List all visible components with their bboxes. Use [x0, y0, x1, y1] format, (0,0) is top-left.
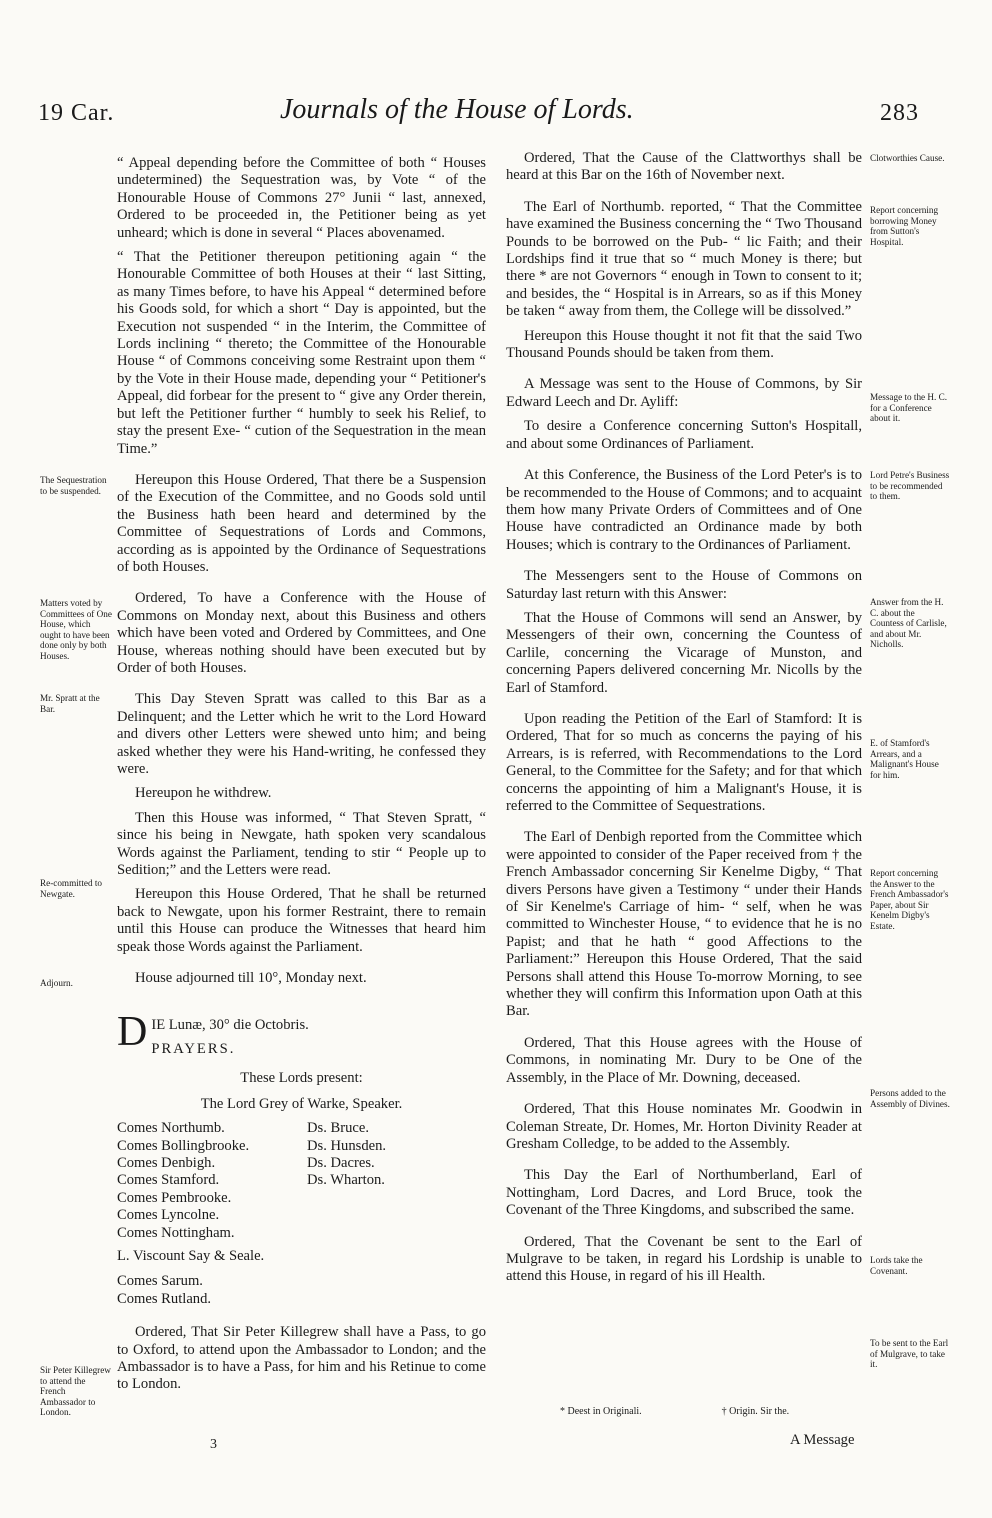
paragraph: The Messengers sent to the House of Commons on Saturday last return with this Answer:	[506, 568, 862, 602]
paragraph: Ordered, That the Covenant be sent to the Earl of Mulgrave to be taken, in regard his Lordship is unable to attend this House, in regard of his ill Health.	[506, 1233, 862, 1285]
margin-note: Report concerning borrowing Money from Sutton's Hospital.	[870, 205, 939, 247]
margin-note: Clotworthies Cause.	[870, 153, 945, 163]
paragraph: Hereupon this House Ordered, That he shall be returned back to Newgate, upon his former Restraint, there to remain until this House can produce the Witnesses that heard him speak those Words against the Parliament.	[117, 886, 486, 955]
regnal-year: 19 Car.	[38, 100, 115, 126]
date-line: IE Lunæ, 30° die Octobris.	[151, 1017, 309, 1034]
prayers: PRAYERS.	[151, 1040, 236, 1057]
paragraph: At this Conference, the Business of the Lord Peter's is to be recommended to the House of Commons; and to acquaint them how many Private Orders of Committees and of One House have contradicted an Ordinance made by both Houses; which is contrary to the Ordinances of Parliament.	[506, 467, 862, 553]
paragraph: Ordered, That this House agrees with the House of Commons, in nominating Mr. Dury to be One of the Assembly, in the Place of Mr. Downing, deceased.	[506, 1034, 862, 1086]
margin-note: Sir Peter Killegrew to attend the French Ambassador to London.	[40, 1365, 111, 1418]
paragraph: “ Appeal depending before the Committee of both “ Houses undetermined) the Sequestration was, by Vote “ of the Honourable House of Commons 27° Junii “ last, annexed, Ordered to be proceeded in, the Petitioner being as yet unheard; which is done in several “ Places abovenamed.	[117, 155, 486, 241]
paragraph: A Message was sent to the House of Commons, by Sir Edward Leech and Dr. Ayliff:	[506, 376, 862, 410]
paragraph: Ordered, That this House nominates Mr. Goodwin in Coleman Streate, Dr. Homes, Mr. Horton Divinity Reader at Gresham Colledge, to be added to the Assembly.	[506, 1101, 862, 1152]
paragraph: House adjourned till 10°, Monday next.	[135, 970, 367, 987]
lord-entry: Comes Denbigh.	[117, 1154, 216, 1171]
paragraph: The Earl of Northumb. reported, “ That the Committee have examined the Business concerning the “ Two Thousand Pounds to be borrowed on the Pub- “ lic Faith; and their Lordships find it true that so “ much Money is there; but there * are not Governors “ enough in Town to consent to it; and besides, the “ Hospital is in Arrears, so as if this Money be taken “ away from them, the College will be dissolved.”	[506, 198, 862, 320]
margin-note: Re-committed to Newgate.	[40, 878, 103, 899]
margin-note: Persons added to the Assembly of Divines.	[870, 1088, 950, 1109]
lords-col-barons	[307, 1120, 477, 1242]
paragraph: Ordered, That the Cause of the Clattworthys shall be heard at this Bar on the 16th of November next.	[506, 150, 862, 184]
signature-mark: 3	[210, 1437, 217, 1452]
paragraph: This Day Steven Spratt was called to this Bar as a Delinquent; and the Letter which he writ to the Lord Howard and divers other Letters were shewed unto him; and being asked whether they were his Hand-writing, he confessed they were.	[117, 691, 486, 777]
paragraph: Ordered, That Sir Peter Killegrew shall have a Pass, to go to Oxford, to attend upon the Ambassador to London; and the Ambassador is to have a Pass, for him and his Retinue to come to London.	[117, 1324, 486, 1393]
paragraph: Hereupon this House Ordered, That there be a Suspension of the Execution of the Committee, and no Goods sold until the Business hath been heard and determined by the Committee of Sequestrations of Lords and Commons, according as is appointed by the Ordinance of Sequestrations of both Houses.	[117, 471, 486, 575]
left-column	[117, 155, 486, 1401]
margin-note: Answer from the H. C. about the Countess of Carlisle, and about Mr. Nicholls.	[870, 597, 947, 650]
lord-entry: Comes Nottingham.	[117, 1224, 235, 1241]
lord-entry: Comes Pembrooke.	[117, 1189, 232, 1206]
lord-entry: Comes Bollingbrooke.	[117, 1137, 250, 1154]
paragraph: Hereupon this House thought it not fit that the said Two Thousand Pounds should be taken from them.	[506, 327, 862, 362]
margin-note: Lord Petre's Business to be recommended to them.	[870, 470, 950, 502]
lords-list	[117, 1120, 486, 1242]
lord-entry: Comes Northumb.	[117, 1120, 225, 1137]
paragraph: Upon reading the Petition of the Earl of Stamford: It is Ordered, That for so much as concerns the paying of his Arrears, is is referred, with Recommendations to the Lord General, to the Committee for the Safety; and for that which concerns the appointing of him a Malignant's House, it is referred to the Committee of Sequestrations.	[506, 710, 862, 814]
margin-note: Message to the H. C. for a Conference about it.	[870, 392, 948, 424]
lord-entry: Comes Stamford.	[117, 1172, 220, 1189]
footnote: * Deest in Originali.	[560, 1406, 642, 1417]
margin-note: E. of Stamford's Arrears, and a Malignant's House for him.	[870, 738, 939, 780]
lord-entry: Ds. Hunsden.	[307, 1137, 387, 1154]
right-column	[506, 150, 862, 1293]
paragraph: The Earl of Denbigh reported from the Committee which were appointed to consider of the Paper received from † the French Ambassador concerning Sir Kenelme Digby, “ That divers Persons have given a Testimony “ under their Hands of Sir Kenelme's Carriage of him- “ self, when he was committed to Winchester House, “ to evidence that he is no Papist; and that he hath “ good Affections to the Parliament:” Hereupon this House Ordered, That the said Persons shall attend this House To-morrow Morning, to see whether they will confirm this Information upon Oath at this Bar.	[506, 829, 862, 1020]
paragraph: “ That the Petitioner thereupon petitioning again “ the Honourable Committee of both Houses at their “ last Sitting, as many Times before, to have his Appeal “ determined before his Goods sold, for which a short “ Day is appointed, but the Execution not suspended “ in the Interim, the Committee of Lords inclining “ thereto; the Committee of the Honourable House “ of Commons conceiving some Restraint upon them “ by the Vote in their House made, depending your “ Petitioner's Appeal, did forbear for the present to “ give any Order therein, but left the Petitioner further “ humbly to seek his Relief, to stay the present Exe- “ cution of the Sequestration in the mean Time.”	[117, 249, 486, 457]
lord-entry: Comes Sarum.	[117, 1273, 203, 1290]
margin-note: To be sent to the Earl of Mulgrave, to take it.	[870, 1338, 949, 1370]
lord-entry: Comes Lyncolne.	[117, 1207, 220, 1224]
page-number: 283	[880, 100, 919, 126]
drop-cap: D	[117, 1009, 148, 1056]
lord-entry: Ds. Bruce.	[307, 1120, 370, 1137]
lords-col-comes	[117, 1120, 307, 1242]
margin-note: Lords take the Covenant.	[870, 1255, 923, 1276]
lords-present: These Lords present:	[240, 1070, 363, 1087]
session-heading	[117, 1009, 486, 1058]
margin-note: The Sequestration to be suspended.	[40, 475, 107, 496]
lord-entry: Ds. Dacres.	[307, 1154, 375, 1171]
paragraph: To desire a Conference concerning Sutton's Hospitall, and about some Ordinances of Parliament.	[506, 418, 862, 452]
paragraph: Ordered, To have a Conference with the House of Commons on Monday next, about this Business and others which have been voted and Ordered by Committees, and One House, whereas nothing should have been executed but by Order of both Houses.	[117, 590, 486, 676]
footnotes	[560, 1406, 789, 1417]
lord-entry: Comes Rutland.	[117, 1290, 212, 1307]
viscount-line: L. Viscount Say & Seale.	[117, 1247, 265, 1264]
margin-note: Adjourn.	[40, 978, 73, 988]
paragraph: This Day the Earl of Northumberland, Earl of Nottingham, Lord Dacres, and Lord Bruce, took the Covenant of the Three Kingdoms, and subscribed the same.	[506, 1167, 862, 1219]
catchword: A Message	[790, 1432, 855, 1448]
paragraph: Hereupon he withdrew.	[135, 785, 272, 802]
margin-note: Report concerning the Answer to the French Ambassador's Paper, about Sir Kenelm Digby's Estate.	[870, 868, 949, 931]
margin-note: Matters voted by Committees of One House, which ought to have been done only by both Houses.	[40, 598, 112, 661]
margin-note: Mr. Spratt at the Bar.	[40, 693, 100, 714]
lord-entry: Ds. Wharton.	[307, 1172, 385, 1189]
journal-title: Journals of the House of Lords.	[280, 94, 634, 125]
speaker-line: The Lord Grey of Warke, Speaker.	[200, 1095, 403, 1112]
paragraph: That the House of Commons will send an Answer, by Messengers of their own, concerning the Countess of Carlile, concerning the Vicarage of Munston, and concerning Papers delivered concerning Mr. Nicolls by the Earl of Stamford.	[506, 609, 862, 696]
footnote: † Origin. Sir the.	[721, 1406, 790, 1417]
paragraph: Then this House was informed, “ That Steven Spratt, “ since his being in Newgate, hath spoken very scandalous Words against the Parliament, tending to stir “ People up to Sedition;” and the Letters were read.	[117, 809, 486, 879]
